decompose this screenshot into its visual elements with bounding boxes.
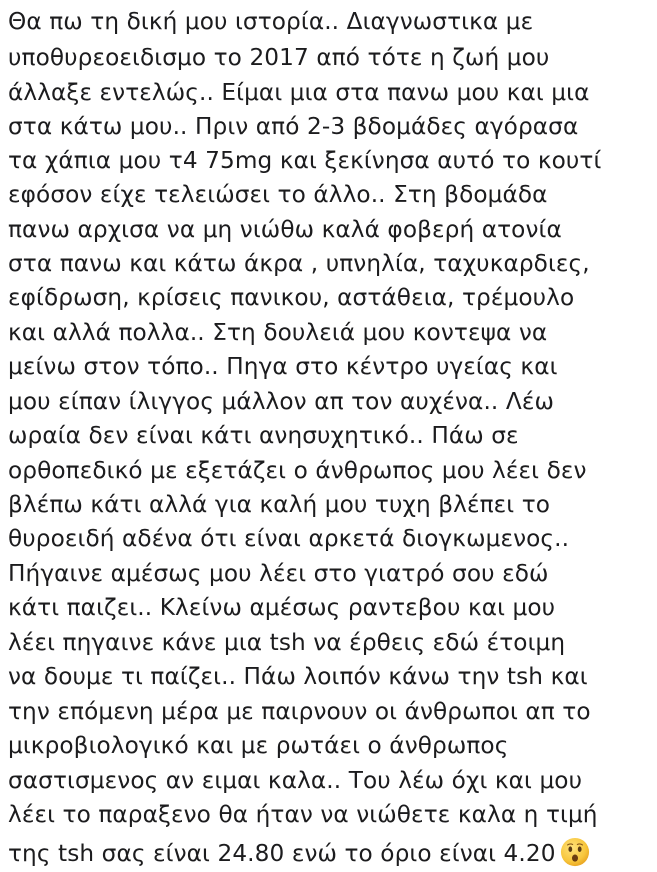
post-text-line: στα πανω και κάτω άκρα , υπνηλία, ταχυκαρδιες, (8, 250, 590, 277)
hushed-face-emoji (560, 837, 590, 867)
post-text-line: την επόμενη μέρα με παιρνουν οι άνθρωποι απ το (8, 698, 591, 725)
post-text-line: να δουμε τι παίζει.. Πάω λοιπόν κάνω την tsh και (8, 663, 588, 690)
post-text-line: εφόσον είχε τελειώσει το άλλο.. Στη βδομάδα (8, 181, 548, 208)
post-text-line: και αλλά πολλα.. Στη δουλειά μου κοντεψα να (8, 319, 548, 346)
post-text-line: ωραία δεν είναι κάτι ανησυχητικό.. Πάω σε (8, 422, 519, 449)
post-text-line: σαστισμενος αν ειμαι καλα.. Του λέω όχι και μου (8, 767, 583, 794)
post-text-line: Θα πω τη δική μου ιστορία.. Διαγνωστικα με (8, 8, 534, 35)
post-text-line: μικροβιολογικό και με ρωτάει ο άνθρωπος (8, 732, 509, 759)
post-text-line: άλλαξε εντελώς.. Είμαι μια στα πανω μου και μια (8, 79, 590, 106)
post-text-line: λέει πηγαινε κάνε μια tsh να έρθεις εδώ έτοιμη (8, 629, 566, 656)
post-text-line: κάτι παιζει.. Κλείνω αμέσως ραντεβου και μου (8, 594, 556, 621)
post-text-line: τα χάπια μου τ4 75mg και ξεκίνησα αυτό το κουτί (8, 147, 602, 174)
post-text-line: θυροειδή αδένα ότι είναι αρκετά διογκωμενος.. (8, 525, 570, 552)
post-text-line-last (8, 836, 590, 872)
post-text-line: ορθοπεδικό με εξετάζει ο άνθρωπος μου λέει δεν (8, 457, 587, 484)
post-text-line: πανω αρχισα να μη νιώθω καλά φοβερή ατονία (8, 216, 562, 243)
post-text-line: υποθυρεοειδισμο το 2017 από τότε η ζωή μου (8, 44, 550, 71)
post-body (8, 0, 653, 867)
post-text-line: της tsh σας είναι 24.80 ενώ το όριο είναι 4.20 (8, 840, 556, 867)
post-text-line: λέει το παραξενο θα ήταν να νιώθετε καλα η τιμή (8, 801, 598, 828)
post-text-line: στα κάτω μου.. Πριν από 2-3 βδομάδες αγόρασα (8, 113, 579, 140)
post-text-line: μου είπαν ίλιγγος μάλλον απ τον αυχένα.. Λέω (8, 388, 554, 415)
post-text-line: βλέπω κάτι αλλά για καλή μου τυχη βλέπει το (8, 491, 551, 518)
post-text-line: μείνω στον τόπο.. Πηγα στο κέντρο υγείας και (8, 353, 558, 380)
post-text-line: εφίδρωση, κρίσεις πανικου, αστάθεια, τρέμουλο (8, 284, 575, 311)
post-text-line: Πήγαινε αμέσως μου λέει στο γιατρό σου εδώ (8, 560, 549, 587)
